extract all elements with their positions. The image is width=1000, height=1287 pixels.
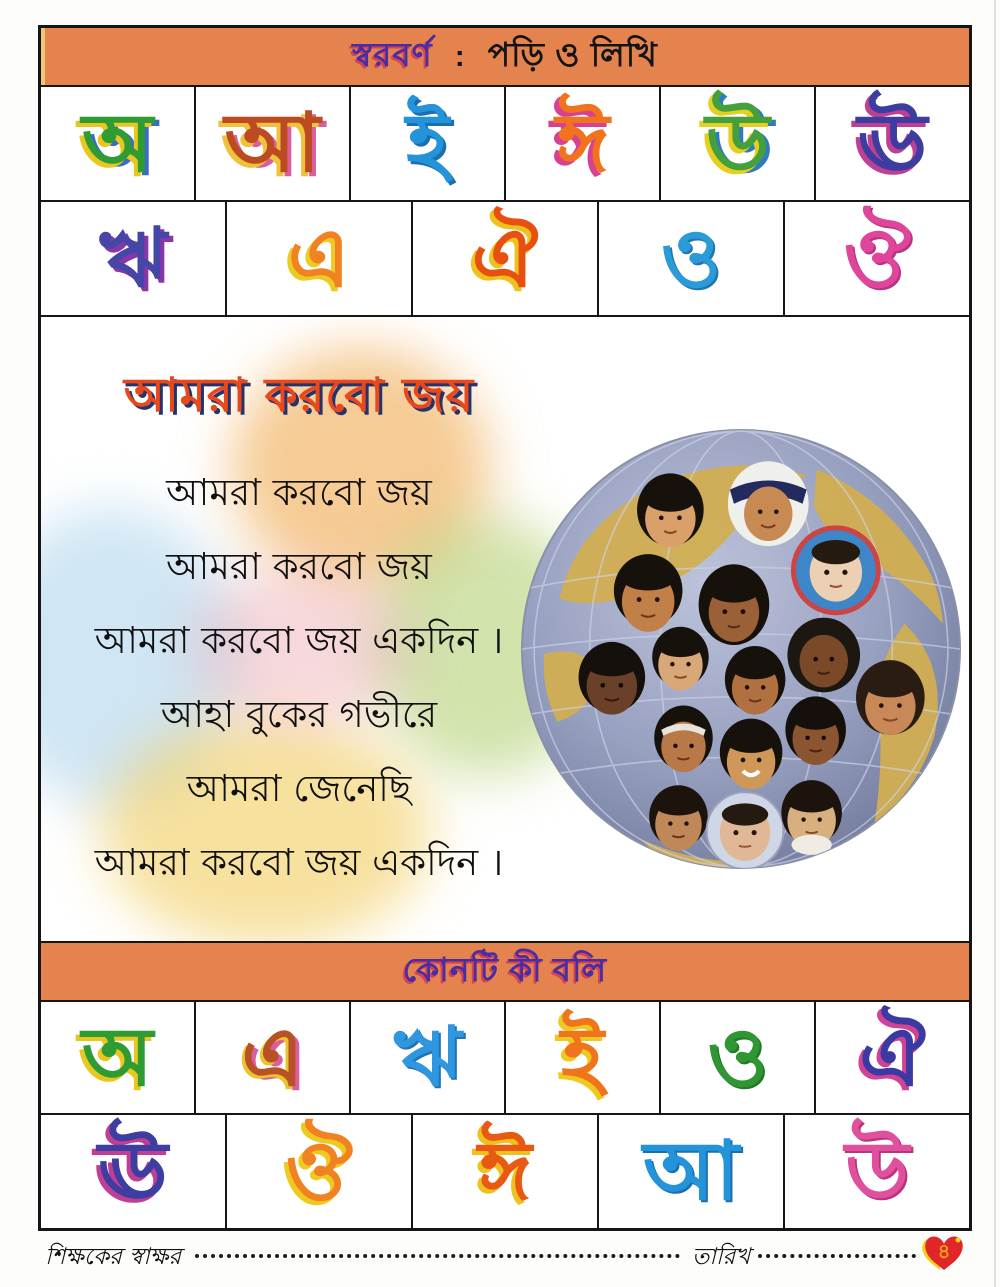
vowel-letter: এ [241, 1009, 304, 1105]
vowel-letter: ঐ [859, 1009, 926, 1105]
letter-cell [661, 1002, 816, 1113]
vowel-letter: ঈ [555, 95, 610, 191]
letter-cell [196, 1002, 351, 1113]
vowel-letter: অ [81, 95, 154, 191]
letter-cell [816, 87, 969, 200]
print-edge-highlight [41, 28, 45, 85]
letter-cell [227, 1115, 413, 1228]
vowel-letter: উ [705, 95, 770, 191]
page-number-badge [922, 1232, 966, 1274]
letter-cell [41, 202, 227, 315]
signature-dotted-line [195, 1254, 680, 1258]
vowel-letter: ঋ [99, 210, 167, 306]
page-number: ৪ [937, 1239, 951, 1263]
letter-cell [506, 1002, 661, 1113]
section-title-vowels: স্বরবর্ণ [352, 35, 433, 73]
date-dotted-line [758, 1254, 916, 1258]
vowel-letter: ই [561, 1009, 604, 1105]
quiz-row-1 [41, 1000, 969, 1113]
vowel-letter: ঊ [98, 1123, 168, 1219]
letter-cell [816, 1002, 969, 1113]
poem-line: আমরা করবো জয় একদিন । [94, 619, 504, 662]
vowel-row-1 [41, 85, 969, 200]
letter-cell [599, 202, 785, 315]
vowel-letter: ঊ [857, 95, 928, 191]
poem-line: আমরা করবো জয় একদিন । [94, 841, 504, 884]
letter-cell [413, 1115, 599, 1228]
vowel-letter: আ [643, 1123, 739, 1219]
letter-cell [785, 1115, 969, 1228]
vowel-letter: ও [707, 1009, 768, 1105]
section-title-quiz: কোনটি কী বলি [402, 950, 608, 988]
vowel-letter: ই [406, 95, 449, 191]
letter-cell [227, 202, 413, 315]
letter-cell [661, 87, 816, 200]
section-header-quiz [41, 941, 969, 1000]
vowel-letter: অ [81, 1009, 154, 1105]
worksheet-table [38, 25, 972, 1231]
quiz-row-2 [41, 1113, 969, 1228]
page-footer [0, 1232, 1000, 1278]
vowel-letter: ঋ [393, 1009, 462, 1105]
poem-line: আহা বুকের গভীরে [160, 693, 438, 736]
poem-text-block [59, 317, 539, 884]
vowel-letter: ঐ [472, 210, 538, 306]
letter-cell [351, 1002, 506, 1113]
vowel-letter: এ [287, 210, 351, 306]
letter-cell [41, 1002, 196, 1113]
children-globe-image [519, 427, 963, 871]
scan-edge-line [994, 0, 996, 1287]
poem-section [41, 315, 969, 941]
title-separator: : [454, 39, 466, 73]
letter-cell [506, 87, 661, 200]
vowel-letter: আ [224, 95, 321, 191]
vowel-row-2 [41, 200, 969, 315]
letter-cell [41, 87, 196, 200]
date-label: তারিখ [692, 1244, 751, 1270]
letter-cell [196, 87, 351, 200]
poem-title: আমরা করবো জয় [123, 368, 475, 423]
section-subtitle-read-write: পড়ি ও লিখি [487, 35, 658, 73]
poem-line: আমরা জেনেছি [186, 767, 412, 810]
teacher-signature-label: শিক্ষকের স্বাক্ষর [45, 1244, 182, 1270]
letter-cell [785, 202, 969, 315]
vowel-letter: ঈ [478, 1123, 532, 1219]
vowel-letter: উ [845, 1123, 909, 1219]
poem-line: আমরা করবো জয় [166, 471, 432, 514]
vowel-letter: ঔ [843, 210, 911, 306]
letter-cell [599, 1115, 785, 1228]
poem-line: আমরা করবো জয় [166, 545, 432, 588]
section-header-vowels [41, 28, 969, 85]
letter-cell [351, 87, 506, 200]
vowel-letter: ঔ [285, 1123, 353, 1219]
letter-cell [41, 1115, 227, 1228]
letter-cell [413, 202, 599, 315]
vowel-letter: ও [660, 210, 722, 306]
